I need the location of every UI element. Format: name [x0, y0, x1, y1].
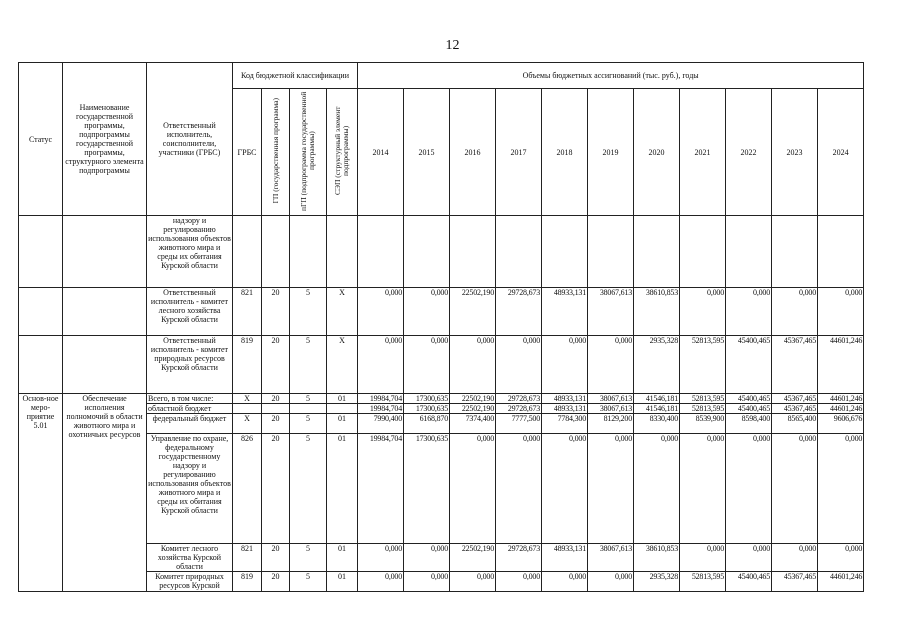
value-cell: 38067,613: [588, 288, 634, 336]
value-cell: 19984,704: [358, 404, 404, 414]
executor-cell: федеральный бюджет: [147, 414, 233, 434]
value-cell: 8565,400: [772, 414, 818, 434]
header-year: 2016: [450, 89, 496, 216]
header-pgp: пГП (подпрограмма государственной программы): [290, 89, 327, 216]
header-status: Статус: [19, 63, 63, 216]
value-cell: 48933,131: [542, 544, 588, 572]
value-cell: 9606,676: [818, 414, 864, 434]
value-cell: 52813,595: [680, 404, 726, 414]
value-cell: 44601,246: [818, 572, 864, 592]
value-cell: 29728,673: [496, 544, 542, 572]
header-grbs: ГРБС: [233, 89, 262, 216]
value-cell: 0,000: [450, 572, 496, 592]
pgp-cell: 5: [290, 434, 327, 544]
value-cell: 48933,131: [542, 288, 588, 336]
value-cell: 45367,465: [772, 404, 818, 414]
value-cell: 0,000: [680, 544, 726, 572]
value-cell: 8539,900: [680, 414, 726, 434]
pgp-cell: 5: [290, 288, 327, 336]
value-cell: 0,000: [680, 434, 726, 544]
header-year: 2021: [680, 89, 726, 216]
table-row: [19, 216, 864, 288]
value-cell: 0,000: [496, 434, 542, 544]
value-cell: 44601,246: [818, 336, 864, 394]
grbs-cell: 826: [233, 434, 262, 544]
gp-cell: 20: [262, 394, 290, 404]
value-cell: 22502,190: [450, 404, 496, 414]
executor-cell: Ответственный исполнитель - комитет лесного хозяйства Курской области: [147, 288, 233, 336]
value-cell: 45367,465: [772, 394, 818, 404]
gp-cell: 20: [262, 544, 290, 572]
gp-cell: [262, 404, 290, 414]
header-year: 2019: [588, 89, 634, 216]
header-code-group: Код бюджетной классификации: [233, 63, 358, 89]
value-cell: 19984,704: [358, 394, 404, 404]
pgp-cell: [290, 404, 327, 414]
value-cell: 45367,465: [772, 572, 818, 592]
value-cell: 6168,870: [404, 414, 450, 434]
value-cell: 7374,400: [450, 414, 496, 434]
value-cell: 0,000: [496, 572, 542, 592]
value-cell: 52813,595: [680, 394, 726, 404]
value-cell: 0,000: [634, 434, 680, 544]
value-cell: 41546,181: [634, 394, 680, 404]
sep-cell: [327, 404, 358, 414]
gp-cell: [262, 216, 290, 288]
executor-cell: Ответственный исполнитель - комитет природных ресурсов Курской области: [147, 336, 233, 394]
status-cell: Основ-ное меро-приятие 5.01: [19, 394, 63, 592]
header-year: 2022: [726, 89, 772, 216]
executor-cell: Всего, в том числе:: [147, 394, 233, 404]
value-cell: 38067,613: [588, 394, 634, 404]
grbs-cell: 821: [233, 288, 262, 336]
header-executor: Ответственный исполнитель, соисполнители, участники (ГРБС): [147, 63, 233, 216]
executor-cell: Комитет природных ресурсов Курской: [147, 572, 233, 592]
value-cell: 0,000: [358, 288, 404, 336]
value-cell: [358, 216, 404, 288]
name-cell: [63, 216, 147, 288]
grbs-cell: 819: [233, 336, 262, 394]
pgp-cell: 5: [290, 394, 327, 404]
value-cell: 7990,400: [358, 414, 404, 434]
value-cell: 29728,673: [496, 394, 542, 404]
executor-cell: надзору и регулированию использования объектов животного мира и среды их обитания Курской области: [147, 216, 233, 288]
page-number: 12: [445, 38, 460, 53]
grbs-cell: [233, 216, 262, 288]
executor-cell: областной бюджет: [147, 404, 233, 414]
status-cell: [19, 336, 63, 394]
pgp-cell: 5: [290, 572, 327, 592]
value-cell: 0,000: [358, 544, 404, 572]
value-cell: [818, 216, 864, 288]
value-cell: 7777,500: [496, 414, 542, 434]
header-year: 2024: [818, 89, 864, 216]
budget-allocation-table: [18, 62, 864, 592]
value-cell: 41546,181: [634, 404, 680, 414]
name-cell: [63, 336, 147, 394]
value-cell: [542, 216, 588, 288]
value-cell: 38067,613: [588, 404, 634, 414]
value-cell: 0,000: [542, 572, 588, 592]
value-cell: 0,000: [772, 434, 818, 544]
value-cell: 17300,635: [404, 404, 450, 414]
value-cell: 7784,300: [542, 414, 588, 434]
value-cell: 38610,853: [634, 288, 680, 336]
gp-cell: 20: [262, 434, 290, 544]
value-cell: 0,000: [496, 336, 542, 394]
grbs-cell: [233, 404, 262, 414]
pgp-cell: 5: [290, 414, 327, 434]
name-cell: [63, 288, 147, 336]
table-row: [19, 288, 864, 336]
value-cell: 52813,595: [680, 572, 726, 592]
value-cell: 45400,465: [726, 394, 772, 404]
value-cell: 0,000: [404, 336, 450, 394]
value-cell: 22502,190: [450, 394, 496, 404]
pgp-cell: [290, 216, 327, 288]
value-cell: 29728,673: [496, 404, 542, 414]
header-year: 2020: [634, 89, 680, 216]
value-cell: 45400,465: [726, 572, 772, 592]
sep-cell: 01: [327, 544, 358, 572]
gp-cell: 20: [262, 288, 290, 336]
header-year: 2018: [542, 89, 588, 216]
value-cell: 0,000: [588, 434, 634, 544]
value-cell: 8598,400: [726, 414, 772, 434]
table-header: [19, 63, 864, 216]
value-cell: 0,000: [588, 572, 634, 592]
status-cell: [19, 288, 63, 336]
value-cell: 38067,613: [588, 544, 634, 572]
grbs-cell: 819: [233, 572, 262, 592]
value-cell: 45400,465: [726, 336, 772, 394]
value-cell: [496, 216, 542, 288]
sep-cell: Х: [327, 336, 358, 394]
header-volumes-group: Объемы бюджетных ассигнований (тыс. руб.), годы: [358, 63, 864, 89]
table-row: [19, 394, 864, 404]
status-cell: [19, 216, 63, 288]
table-row: [19, 336, 864, 394]
value-cell: 0,000: [450, 434, 496, 544]
grbs-cell: Х: [233, 414, 262, 434]
value-cell: 0,000: [818, 434, 864, 544]
value-cell: 17300,635: [404, 434, 450, 544]
value-cell: [450, 216, 496, 288]
value-cell: 0,000: [358, 572, 404, 592]
sep-cell: [327, 216, 358, 288]
value-cell: 0,000: [818, 288, 864, 336]
sep-cell: 01: [327, 434, 358, 544]
pgp-cell: 5: [290, 336, 327, 394]
value-cell: 44601,246: [818, 394, 864, 404]
value-cell: 0,000: [818, 544, 864, 572]
gp-cell: 20: [262, 572, 290, 592]
header-year: 2015: [404, 89, 450, 216]
value-cell: 8129,200: [588, 414, 634, 434]
header-year: 2023: [772, 89, 818, 216]
grbs-cell: Х: [233, 394, 262, 404]
value-cell: 45367,465: [772, 336, 818, 394]
value-cell: 38610,853: [634, 544, 680, 572]
value-cell: 0,000: [726, 288, 772, 336]
value-cell: 48933,131: [542, 404, 588, 414]
value-cell: 22502,190: [450, 544, 496, 572]
value-cell: 0,000: [542, 336, 588, 394]
value-cell: 0,000: [404, 544, 450, 572]
header-gp: ГП (государственная программа): [262, 89, 290, 216]
value-cell: 0,000: [450, 336, 496, 394]
value-cell: 0,000: [772, 288, 818, 336]
header-sep: СЭП (структурный элемент подпрограммы): [327, 89, 358, 216]
value-cell: 17300,635: [404, 394, 450, 404]
value-cell: 8330,400: [634, 414, 680, 434]
gp-cell: 20: [262, 336, 290, 394]
value-cell: 48933,131: [542, 394, 588, 404]
value-cell: 0,000: [772, 544, 818, 572]
value-cell: [680, 216, 726, 288]
value-cell: 22502,190: [450, 288, 496, 336]
value-cell: 0,000: [358, 336, 404, 394]
value-cell: [404, 216, 450, 288]
value-cell: 2935,328: [634, 336, 680, 394]
value-cell: [634, 216, 680, 288]
value-cell: 0,000: [726, 434, 772, 544]
value-cell: 52813,595: [680, 336, 726, 394]
value-cell: 2935,328: [634, 572, 680, 592]
sep-cell: 01: [327, 394, 358, 404]
name-cell: Обеспечение исполнения полномочий в области животного мира и охотничьих ресурсов: [63, 394, 147, 592]
value-cell: 0,000: [404, 288, 450, 336]
value-cell: 0,000: [542, 434, 588, 544]
value-cell: 44601,246: [818, 404, 864, 414]
value-cell: [772, 216, 818, 288]
executor-cell: Управление по охране, федеральному государственному надзору и регулированию использования объектов животного мира и среды их обитания Курской области: [147, 434, 233, 544]
header-name: Наименование государственной программы, подпрограммы государственной программы, структурного элемента подпрограммы: [63, 63, 147, 216]
header-year: 2017: [496, 89, 542, 216]
value-cell: 0,000: [726, 544, 772, 572]
value-cell: [726, 216, 772, 288]
gp-cell: 20: [262, 414, 290, 434]
pgp-cell: 5: [290, 544, 327, 572]
sep-cell: 01: [327, 414, 358, 434]
grbs-cell: 821: [233, 544, 262, 572]
value-cell: 29728,673: [496, 288, 542, 336]
sep-cell: Х: [327, 288, 358, 336]
sep-cell: 01: [327, 572, 358, 592]
value-cell: [588, 216, 634, 288]
value-cell: 0,000: [680, 288, 726, 336]
header-year: 2014: [358, 89, 404, 216]
value-cell: 45400,465: [726, 404, 772, 414]
value-cell: 0,000: [404, 572, 450, 592]
value-cell: 0,000: [588, 336, 634, 394]
executor-cell: Комитет лесного хозяйства Курской области: [147, 544, 233, 572]
value-cell: 19984,704: [358, 434, 404, 544]
